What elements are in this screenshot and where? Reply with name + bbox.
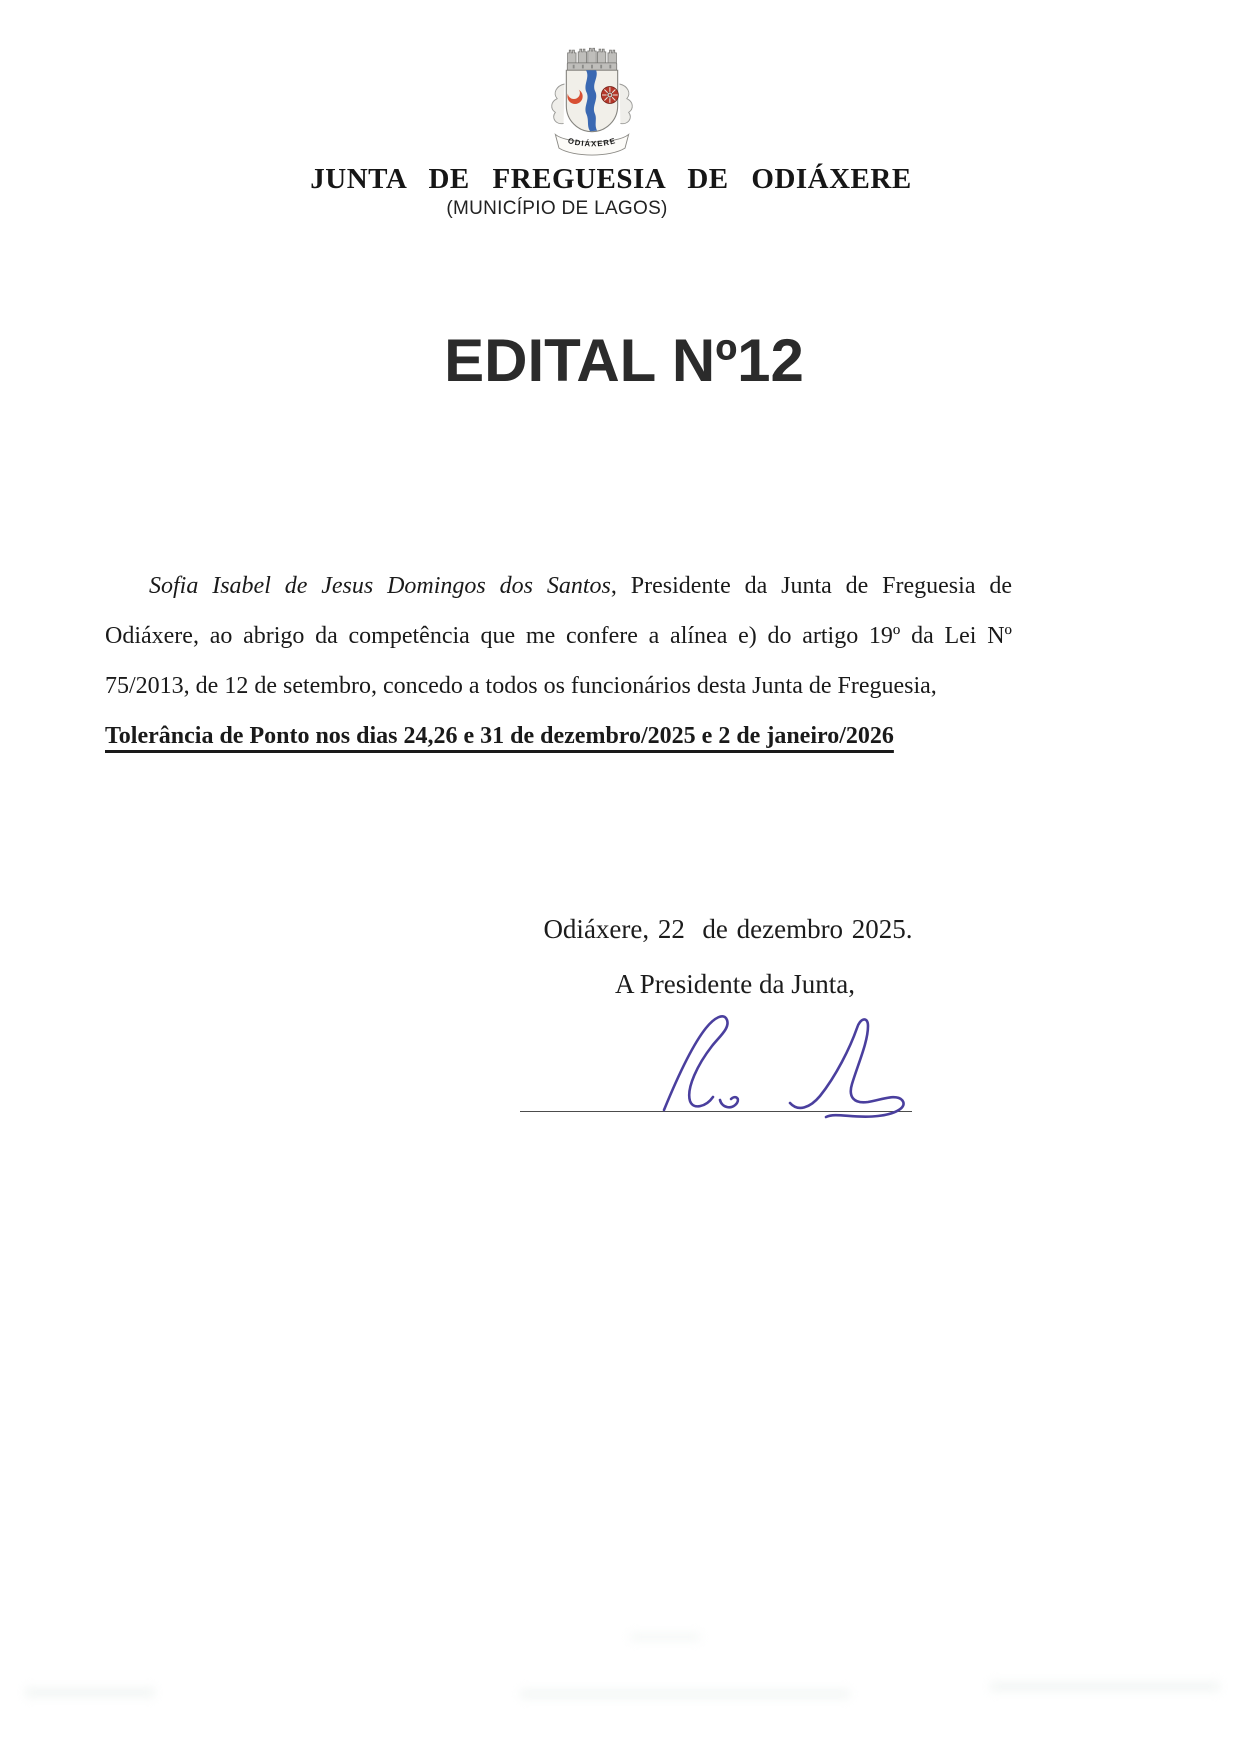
- edital-title: EDITAL Nº12: [444, 327, 804, 394]
- scan-artifact: [630, 1634, 700, 1640]
- tolerancia-highlight-line: Tolerância de Ponto nos dias 24,26 e 31 de dezembro/2025 e 2 de janeiro/2026: [105, 723, 894, 749]
- intro-paragraph: [105, 561, 1012, 711]
- signer-title: A Presidente da Junta,: [615, 969, 855, 999]
- coat-of-arms-icon: [537, 40, 647, 161]
- scan-artifact: [990, 1682, 1220, 1691]
- intro-paragraph-rest: , Presidente da Junta de Freguesia de Odiáxere, ao abrigo da competência que me confere a alínea e) do artigo 19º da Lei Nº 75/2013, de 12 de setembro, concedo a todos os funcionários desta Junta de Freguesia,: [105, 573, 1012, 699]
- place-date-line: Odiáxere, 22 de dezembro 2025.: [543, 914, 913, 944]
- body-text: [105, 561, 1012, 761]
- crest-banner-text: ODIÁXERE: [566, 136, 618, 149]
- president-name: Sofia Isabel de Jesus Domingos dos Santos: [149, 573, 611, 599]
- coat-of-arms: [537, 40, 647, 166]
- org-subtitle: (MUNICÍPIO DE LAGOS): [446, 198, 668, 219]
- crest-left-scroll: [552, 84, 565, 124]
- org-name: JUNTA DE FREGUESIA DE ODIÁXERE: [310, 163, 912, 195]
- scan-artifact: [520, 1690, 850, 1698]
- handwritten-signature: [640, 1000, 920, 1130]
- signature-strokes: [664, 1016, 904, 1117]
- svg-text:ODIÁXERE: [567, 136, 617, 148]
- wheel-icon: [601, 86, 618, 103]
- crescent-cut: [568, 87, 580, 99]
- scan-artifact: [25, 1688, 155, 1697]
- crest-right-scroll: [620, 84, 633, 124]
